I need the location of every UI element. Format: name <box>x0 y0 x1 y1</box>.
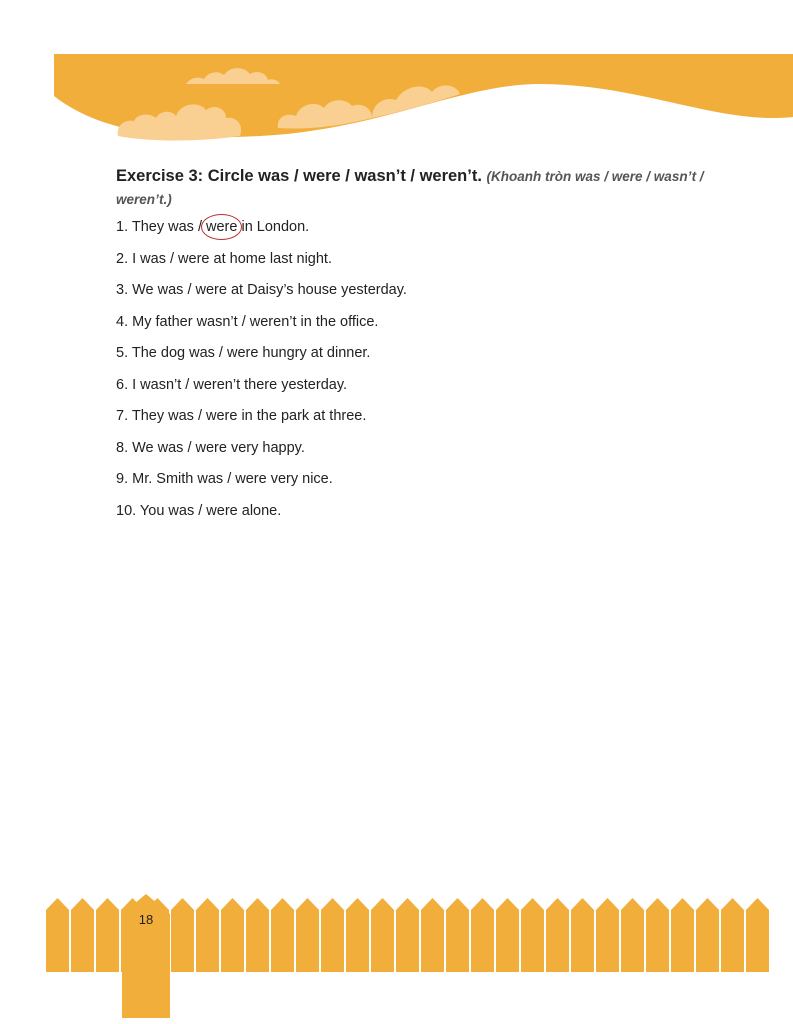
fence-picket <box>396 898 419 972</box>
list-item <box>116 249 407 281</box>
item-text: 3. We was / were at Daisy’s house yesterday. <box>116 282 407 298</box>
item-text-after: in London. <box>237 219 310 235</box>
fence-picket <box>546 898 569 972</box>
fence-picket <box>471 898 494 972</box>
circled-answer: were <box>206 219 238 235</box>
fence-picket <box>171 898 194 972</box>
fence-picket <box>96 898 119 972</box>
fence-picket <box>296 898 319 972</box>
item-text-before: 1. They was / <box>116 219 206 235</box>
list-item <box>116 501 407 533</box>
fence-picket <box>596 898 619 972</box>
item-text: 10. You was / were alone. <box>116 502 282 519</box>
header-banner <box>0 0 793 150</box>
fence-picket <box>446 898 469 972</box>
item-text: 9. Mr. Smith was / were very nice. <box>116 471 333 487</box>
item-text: 2. I was / were at home last night. <box>116 250 332 267</box>
fence-picket <box>671 898 694 972</box>
list-item <box>116 469 407 501</box>
list-item <box>116 217 407 249</box>
fence-picket <box>421 898 444 972</box>
fence-picket <box>521 898 544 972</box>
exercise-subtitle: (Khoanh tròn was / were / wasn’t / weren’t.) <box>116 169 704 207</box>
fence-picket <box>646 898 669 972</box>
fence-picket <box>221 898 244 972</box>
fence-picket <box>196 898 219 972</box>
fence-picket <box>696 898 719 972</box>
list-item <box>116 438 407 470</box>
list-item <box>116 280 407 312</box>
fence-decoration <box>0 880 793 1024</box>
list-item <box>116 312 407 344</box>
list-item <box>116 406 407 438</box>
fence-picket <box>71 898 94 972</box>
fence-picket <box>246 898 269 972</box>
page-number: 18 <box>138 912 154 927</box>
fence-picket <box>496 898 519 972</box>
exercise-heading <box>116 165 736 211</box>
fence-picket <box>346 898 369 972</box>
item-text: 6. I wasn’t / weren’t there yesterday. <box>116 376 348 393</box>
fence-picket <box>371 898 394 972</box>
fence-picket <box>571 898 594 972</box>
list-item <box>116 343 407 375</box>
fence-picket <box>621 898 644 972</box>
fence-picket <box>746 898 769 972</box>
list-item <box>116 375 407 407</box>
item-text: 4. My father wasn’t / weren’t in the office. <box>116 313 379 330</box>
item-text: 7. They was / were in the park at three. <box>116 408 367 424</box>
fence-picket <box>46 898 69 972</box>
fence-picket <box>271 898 294 972</box>
exercise-title: Exercise 3: Circle was / were / wasn’t / weren’t. <box>116 167 482 185</box>
item-text: 8. We was / were very happy. <box>116 439 305 456</box>
exercise-list <box>116 217 407 532</box>
item-text: 5. The dog was / were hungry at dinner. <box>116 345 371 361</box>
fence-picket <box>321 898 344 972</box>
fence-picket <box>721 898 744 972</box>
